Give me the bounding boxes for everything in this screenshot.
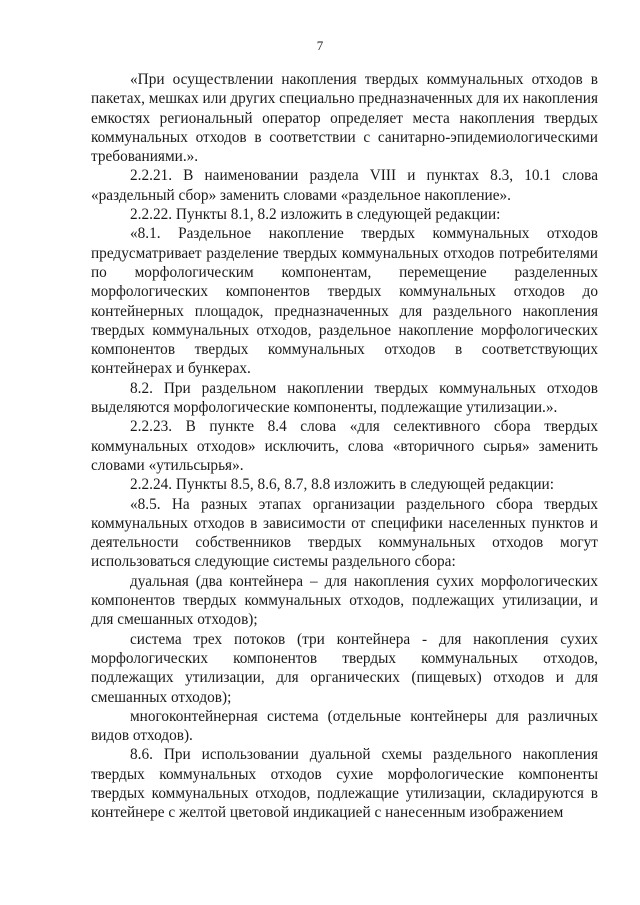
paragraph: 8.6. При использовании дуальной схемы раздельного накопления твердых коммунальных отходов сухие морфологические компоненты твердых коммунальных отходов, подлежащие утилизации, складируются в контейнере с желтой цветовой индикацией с нанесенным изображением [91,746,598,822]
paragraph: «При осуществлении накопления твердых коммунальных отходов в пакетах, мешках или других специально предназначенных для их накопления емкостях региональный оператор определяет места накопления твердых коммунальных отходов в соответствии с санитарно-эпидемиологическими требованиями.». [91,71,598,166]
paragraph: 2.2.23. В пункте 8.4 слова «для селективного сбора твердых коммунальных отходов» исключить, слова «вторичного сырья» заменить словами «утильсырья». [91,418,598,474]
paragraph: 2.2.22. Пункты 8.1, 8.2 изложить в следующей редакции: [130,206,501,224]
paragraph: «8.1. Раздельное накопление твердых коммунальных отходов предусматривает разделение твердых коммунальных отходов потребителями по морфологическим компонентам, перемещение разделенных морфологических компонентов твердых коммунальных отходов до контейнерных площадок, предназначенных для раздельного накопления твердых коммунальных отходов, раздельное накопление морфологических компонентов твердых коммунальных отходов в соответствующих контейнерах и бункерах. [91,225,598,378]
paragraph: «8.5. На разных этапах организации раздельного сбора твердых коммунальных отходов в зависимости от специфики населенных пунктов и деятельности собственников твердых коммунальных отходов могут использоваться следующие системы раздельного сбора: [91,495,598,571]
paragraph: 2.2.21. В наименовании раздела VIII и пунктах 8.3, 10.1 слова «раздельный сбор» заменить словами «раздельное накопление». [91,167,598,204]
document-body [91,70,598,823]
paragraph: система трех потоков (три контейнера - для накопления сухих морфологических компонентов твердых коммунальных отходов, подлежащих утилизации, для органических (пищевых) отходов и для смешанных отходов); [91,630,598,706]
paragraph: 2.2.24. Пункты 8.5, 8.6, 8.7, 8.8 изложить в следующей редакции: [130,476,554,494]
paragraph: многоконтейнерная система (отдельные контейнеры для различных видов отходов). [91,707,598,745]
page-number: 7 [316,38,324,53]
paragraph: дуальная (два контейнера – для накопления сухих морфологических компонентов твердых коммунальных отходов, подлежащих утилизации, и для смешанных отходов); [91,572,598,629]
paragraph: 8.2. При раздельном накоплении твердых коммунальных отходов выделяются морфологические компоненты, подлежащие утилизации.». [91,379,598,417]
